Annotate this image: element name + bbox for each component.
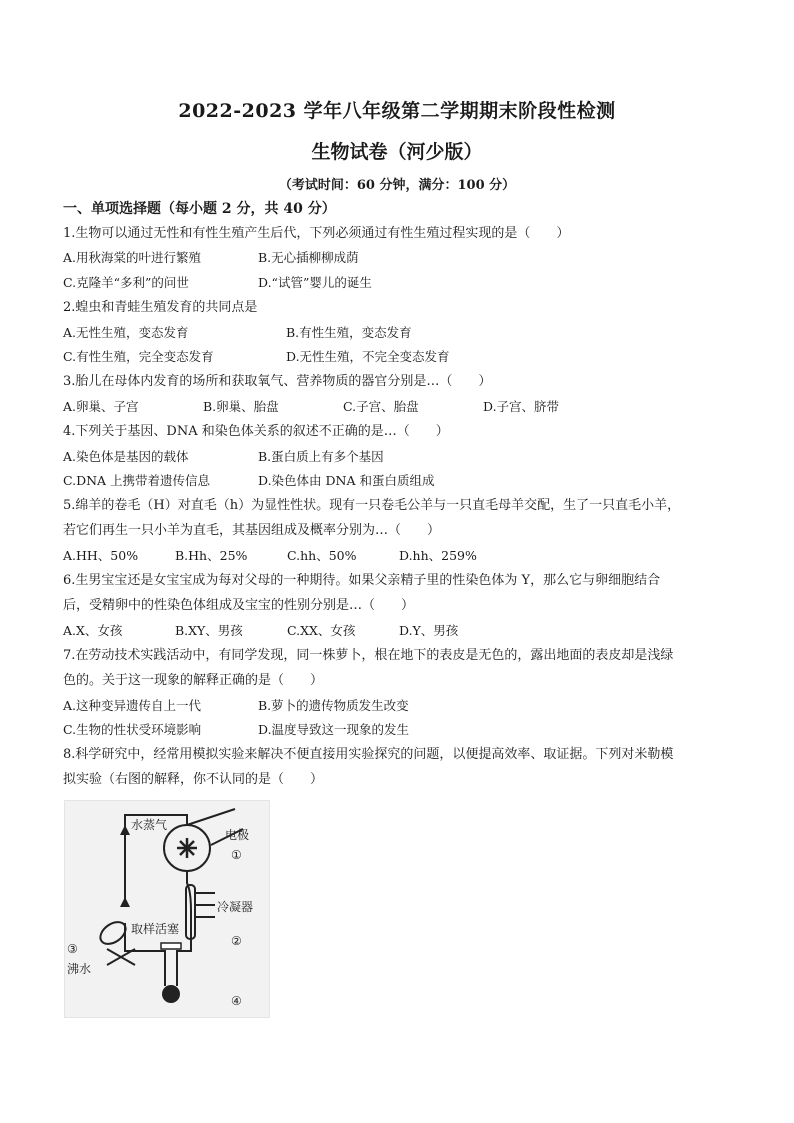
question-5-option-d: D.hh、259% (399, 548, 477, 563)
exam-info: （考试时间：60 分钟，满分：100 分） (278, 178, 516, 193)
question-2-option-b: B.有性生殖，变态发育 (286, 325, 412, 340)
question-5-stem-line-1: 5.绵羊的卷毛（H）对直毛（h）为显性性状。现有一只卷毛公羊与一只直毛母羊交配，生了一只直毛小羊， (63, 498, 681, 513)
question-4-option-a: A.染色体是基因的载体 (63, 449, 189, 464)
question-6-option-d: D.Y、男孩 (399, 623, 459, 638)
question-6-option-b: B.XY、男孩 (175, 623, 243, 638)
question-1-stem: 1.生物可以通过无性和有性生殖产生后代，下列必须通过有性生殖过程实现的是（ ） (63, 226, 570, 241)
question-6-option-c: C.XX、女孩 (287, 623, 356, 638)
question-7-option-d: D.温度导致这一现象的发生 (258, 722, 410, 737)
question-1-option-a: A.用秋海棠的叶进行繁殖 (63, 250, 202, 265)
question-4-option-c: C.DNA 上携带着遗传信息 (63, 473, 211, 488)
question-7-option-c: C.生物的性状受环境影响 (63, 722, 202, 737)
question-7-stem-line-2: 色的。关于这一现象的解释正确的是（ ） (63, 673, 324, 688)
question-2-stem: 2.蝗虫和青蛙生殖发育的共同点是 (63, 300, 258, 315)
question-8-stem-line-1: 8.科学研究中，经常用模拟实验来解决不便直接用实验探究的问题，以便提高效率、取证据。下列对米勒模 (63, 747, 674, 762)
question-6-stem-line-1: 6.生男宝宝还是女宝宝成为每对父母的一种期待。如果父亲精子里的性染色体为 Y，那么它与卵细胞结合 (63, 573, 661, 588)
question-3-stem: 3.胎儿在母体内发育的场所和获取氧气、营养物质的器官分别是…（ ） (63, 374, 492, 389)
question-7-option-a: A.这种变异遗传自上一代 (63, 698, 202, 713)
miller-experiment-figure (64, 800, 270, 1018)
section-heading: 一、单项选择题（每小题 2 分，共 40 分） (63, 201, 336, 217)
question-6-stem-line-2: 后，受精卵中的性染色体组成及宝宝的性别分别是…（ ） (63, 598, 415, 613)
question-3-option-d: D.子宫、脐带 (483, 399, 560, 414)
question-1-option-d: D.“试管”婴儿的诞生 (258, 275, 372, 290)
figure-label-4: ④ (231, 994, 242, 1008)
question-7-stem-line-1: 7.在劳动技术实践活动中，有同学发现，同一株萝卜，根在地下的表皮是无色的，露出地面的表皮却是浅绿 (63, 648, 674, 663)
question-2-option-c: C.有性生殖，完全变态发育 (63, 349, 214, 364)
question-4-stem: 4.下列关于基因、DNA 和染色体关系的叙述不正确的是…（ ） (63, 424, 449, 439)
question-2-option-a: A.无性生殖，变态发育 (63, 325, 189, 340)
question-5-option-a: A.HH、50% (63, 548, 139, 563)
question-2-option-d: D.无性生殖，不完全变态发育 (286, 349, 450, 364)
question-4-option-b: B.蛋白质上有多个基因 (258, 449, 384, 464)
question-4-option-d: D.染色体由 DNA 和蛋白质组成 (258, 473, 435, 488)
exam-subtitle: 生物试卷（河少版） (311, 141, 483, 163)
figure-label-electrode: 电极 (225, 828, 250, 842)
question-5-option-c: C.hh、50% (287, 548, 357, 563)
figure-label-vapor: 水蒸气 (131, 818, 168, 832)
question-5-option-b: B.Hh、25% (175, 548, 248, 563)
figure-label-condenser: 冷凝器 (217, 900, 254, 914)
question-1-option-c: C.克隆羊“多利”的问世 (63, 275, 189, 290)
exam-title: 2022-2023 学年八年级第二学期期末阶段性检测 (178, 100, 616, 122)
figure-label-1: ① (231, 848, 242, 862)
figure-label-2: ② (231, 934, 242, 948)
question-3-option-c: C.子宫、胎盘 (343, 399, 419, 414)
question-8-stem-line-2: 拟实验（右图的解释，你不认同的是（ ） (63, 772, 324, 787)
question-3-option-b: B.卵巢、胎盘 (203, 399, 279, 414)
question-1-option-b: B.无心插柳柳成荫 (258, 250, 359, 265)
question-6-option-a: A.X、女孩 (63, 623, 123, 638)
figure-label-3: ③ (67, 942, 78, 956)
figure-label-valve: 取样活塞 (131, 922, 180, 936)
question-7-option-b: B.萝卜的遗传物质发生改变 (258, 698, 409, 713)
figure-label-boiling: 沸水 (67, 962, 92, 976)
question-5-stem-line-2: 若它们再生一只小羊为直毛，其基因组成及概率分别为…（ ） (63, 523, 441, 538)
question-3-option-a: A.卵巢、子宫 (63, 399, 139, 414)
